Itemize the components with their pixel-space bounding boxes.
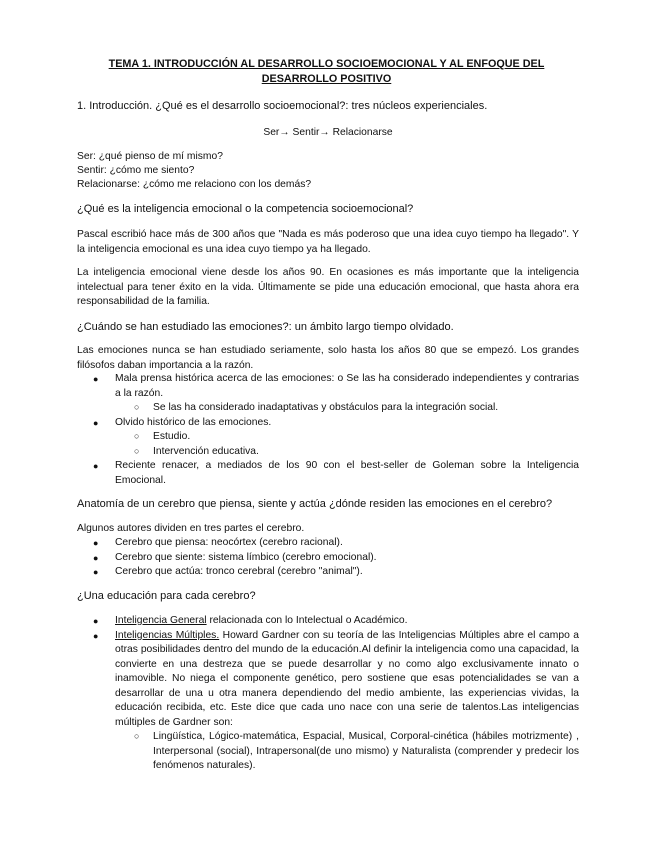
list-item: ● Inteligencias Múltiples. Howard Gardner con su teoría de las Inteligencias Múltiples abre el campo a otras posibilidades dentro del mundo de la educación.Al definir la inteligencia como una capacidad, la convierte en una destreza que se puede desarrollar y no como algo exclusivamente innato o inamovible. No niega el componente genético, pero sostiene que esas potencialidades se van a desarrollar de una u otra manera dependiendo del medio ambiente, las experiencias vividas, la educación recibida, etc. Este dice que cada uno nace con una serie de talentos.Las inteligencias múltiples de Gardner son: ○ Lingüística, Lógico-matemática, Espacial, Musical, Corporal-cinética (hábiles motrizmente) , Interpersonal (social), Intrapersonal(de uno mismo) y Naturalista (comprender y predecir los fenómenos naturales). bbox=[77, 629, 579, 774]
list-item: ● Cerebro que siente: sistema límbico (cerebro emocional). bbox=[77, 551, 579, 566]
paragraph-pascal: Pascal escribió hace más de 300 años que "Nada es más poderoso que una idea cuyo tiempo ha llegado". Y la inteligencia emocional es una idea cuyo tiempo ya ha llegado. bbox=[77, 229, 579, 255]
bullet-icon: ● bbox=[93, 461, 99, 471]
list-item: ● Reciente renacer, a mediados de los 90 con el best-seller de Goleman sobre la Inteligencia Emocional. bbox=[93, 460, 579, 486]
paragraph-emotions: Las emociones nunca se han estudiado seriamente, solo hasta los años 80 que se empezó. Los grandes filósofos daban importancia a la razón. bbox=[77, 345, 579, 371]
circle-bullet-icon: ○ bbox=[134, 445, 140, 456]
list-item: ● Cerebro que piensa: neocórtex (cerebro racional). bbox=[77, 536, 579, 551]
question-ser: Ser: ¿qué pienso de mí mismo? bbox=[77, 151, 223, 162]
list-subitem: ○ Se las ha considerado inadaptativas y obstáculos para la integración social. bbox=[134, 402, 499, 413]
bullet-icon: ● bbox=[93, 417, 99, 428]
page-title: TEMA 1. INTRODUCCIÓN AL DESARROLLO SOCIOEMOCIONAL Y AL ENFOQUE DEL DESARROLLO POSITIVO bbox=[108, 58, 545, 85]
list-item: ● Cerebro que actúa: tronco cerebral (cerebro "animal"). bbox=[77, 565, 579, 580]
question-relacionarse: Relacionarse: ¿cómo me relaciono con los demás? bbox=[77, 179, 312, 190]
bullet-icon: ● bbox=[93, 374, 99, 384]
paragraph-authors: Algunos autores dividen en tres partes el cerebro. bbox=[77, 523, 305, 534]
circle-bullet-icon: ○ bbox=[134, 731, 140, 741]
bullet-icon: ● bbox=[93, 552, 99, 563]
heading-education: ¿Una educación para cada cerebro? bbox=[77, 590, 256, 602]
heading-when-studied: ¿Cuándo se han estudiado las emociones?: un ámbito largo tiempo olvidado. bbox=[77, 321, 454, 333]
list-item: ● Mala prensa histórica acerca de las emociones: o Se las ha considerado independientes y contrarias a la razón. ○ Se las ha considerado inadaptativas y obstáculos para la integración social. bbox=[77, 372, 579, 416]
list-subitem: ○ Lingüística, Lógico-matemática, Espacial, Musical, Corporal-cinética (hábiles motrizmente) , Interpersonal (social), Intrapersonal(de uno mismo) y Naturalista (comprender y predecir los fenómenos naturales). bbox=[134, 731, 579, 771]
list-item: ● Olvido histórico de las emociones. ○ Estudio. ○ Intervención educativa. bbox=[77, 416, 579, 460]
bullet-icon: ● bbox=[93, 538, 99, 548]
paragraph-ie-90s: La inteligencia emocional viene desde los años 90. En ocasiones es más importante que la inteligencia intelectual para tener éxito en la vida. Últimamente se pide una educación emocional, que hasta ahora era responsabilidad de la familia. bbox=[77, 267, 579, 307]
list-education bbox=[77, 614, 579, 774]
intro-heading: 1. Introducción. ¿Qué es el desarrollo socioemocional?: tres núcleos experienciales. bbox=[77, 100, 488, 112]
link-inteligencia-general: Inteligencia General bbox=[115, 615, 207, 626]
list-brain bbox=[77, 536, 579, 580]
link-inteligencias-multiples: Inteligencias Múltiples. bbox=[115, 629, 220, 641]
bullet-icon: ● bbox=[93, 567, 99, 577]
list-subitem: ○ Intervención educativa. bbox=[134, 445, 259, 457]
circle-bullet-icon: ○ bbox=[134, 402, 140, 412]
flow-line: Ser→ Sentir→ Relacionarse bbox=[263, 127, 393, 138]
heading-inteligencia-emocional: ¿Qué es la inteligencia emocional o la competencia socioemocional? bbox=[77, 203, 414, 215]
list-history bbox=[77, 372, 579, 488]
circle-bullet-icon: ○ bbox=[134, 431, 140, 441]
bullet-icon: ● bbox=[93, 616, 99, 626]
heading-brain: Anatomía de un cerebro que piensa, siente y actúa ¿dónde residen las emociones en el cerebro? bbox=[77, 498, 553, 510]
list-item: ● Inteligencia General relacionada con lo Intelectual o Académico. bbox=[77, 614, 579, 629]
bullet-icon: ● bbox=[93, 630, 99, 641]
question-sentir: Sentir: ¿cómo me siento? bbox=[77, 165, 195, 176]
list-subitem: ○ Estudio. bbox=[134, 431, 191, 442]
